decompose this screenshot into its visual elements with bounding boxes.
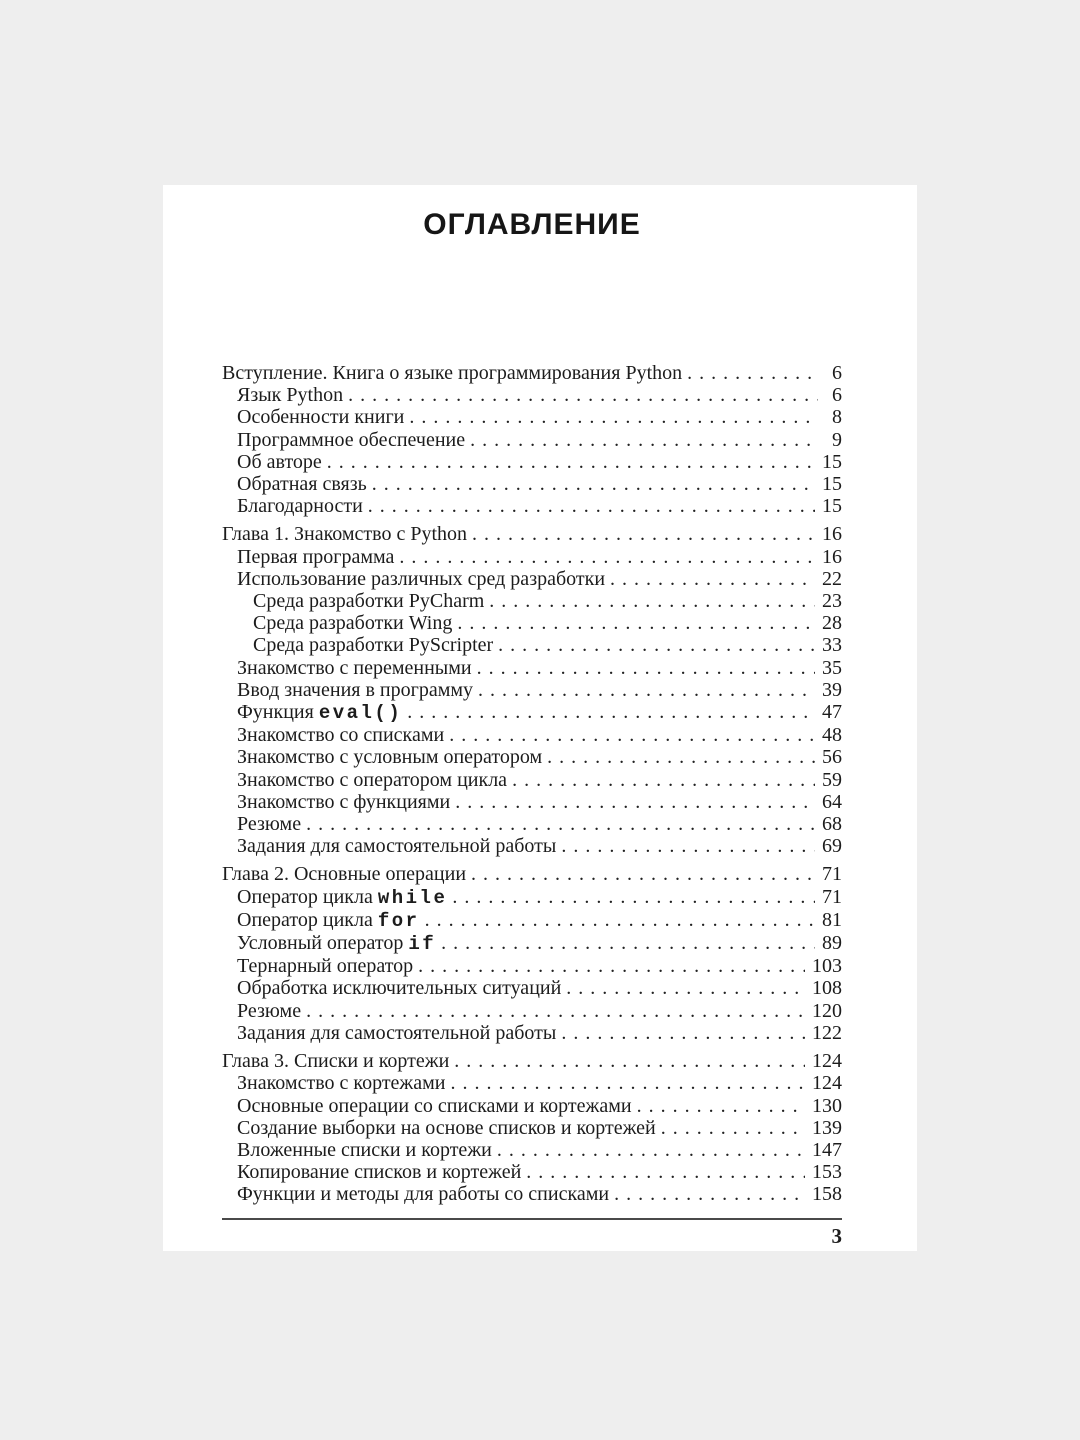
toc-entry <box>222 1139 842 1161</box>
page-content <box>163 185 917 1251</box>
dot-leader <box>614 1183 805 1205</box>
toc-entry-page: 69 <box>822 835 842 858</box>
toc-entry-page: 130 <box>812 1094 842 1117</box>
dot-leader <box>306 1000 805 1022</box>
toc-entry-label: Знакомство с условным оператором <box>237 746 543 769</box>
toc-entry-page: 120 <box>812 999 842 1022</box>
dot-leader <box>399 546 815 568</box>
toc-entry-label: Знакомство с переменными <box>237 656 472 679</box>
toc-entry <box>222 909 842 932</box>
toc-entry-label: Знакомство с функциями <box>237 790 451 813</box>
toc-entry-page: 139 <box>812 1116 842 1139</box>
toc-entry-label: Оператор цикла <box>237 885 378 908</box>
dot-leader <box>547 746 815 768</box>
dot-leader <box>452 886 815 908</box>
toc-entry-label: Первая программа <box>237 545 395 568</box>
dot-leader <box>512 769 815 791</box>
dot-leader <box>478 679 815 701</box>
toc-entry-page: 59 <box>822 768 842 791</box>
toc-entry <box>222 1095 842 1117</box>
toc-entry-label: Знакомство со списками <box>237 724 445 747</box>
toc-entry <box>222 835 842 857</box>
toc-entry <box>222 1050 842 1072</box>
toc-entry-label: Обратная связь <box>237 473 367 496</box>
dot-leader <box>566 977 805 999</box>
toc-entry <box>222 1000 842 1022</box>
toc-entry-label: Использование различных сред разработки <box>237 567 606 590</box>
toc-entry <box>222 679 842 701</box>
toc-entry-label: Об авторе <box>237 450 322 473</box>
dot-leader <box>498 634 815 656</box>
toc-entry-page: 153 <box>812 1161 842 1184</box>
toc-entry-label: Особенности книги <box>237 406 405 429</box>
toc-entry <box>222 634 842 656</box>
toc-entry-label: Программное обеспечение <box>237 428 466 451</box>
dot-leader <box>425 909 815 931</box>
toc-entry-code: while <box>377 886 448 909</box>
toc-entry-label: Условный оператор <box>237 932 409 955</box>
toc-entry <box>222 746 842 768</box>
dot-leader <box>407 701 815 723</box>
toc-entry-label: Глава 2. Основные операции <box>222 863 467 886</box>
toc-entry <box>222 429 842 451</box>
toc-entry-page: 15 <box>822 495 842 518</box>
toc-entry <box>222 362 842 384</box>
dot-leader <box>306 813 815 835</box>
toc-entry <box>222 612 842 634</box>
toc-entry-page: 6 <box>832 362 842 384</box>
toc-entry-page: 158 <box>812 1183 842 1206</box>
toc-entry-page: 124 <box>812 1072 842 1095</box>
toc-entry-page: 71 <box>822 885 842 908</box>
dot-leader <box>441 932 815 954</box>
toc-entry-page: 124 <box>812 1050 842 1073</box>
toc-entry <box>222 769 842 791</box>
toc-entry <box>222 523 842 545</box>
toc-entry-page: 15 <box>822 450 842 473</box>
toc-entry-label: Среда разработки PyScripter <box>253 634 494 657</box>
toc-entry-label: Копирование списков и кортежей <box>237 1161 522 1184</box>
toc-entry-page: 23 <box>822 590 842 613</box>
dot-leader <box>409 406 818 428</box>
page-title: ОГЛАВЛЕНИЕ <box>423 208 641 241</box>
toc-entry-code: if <box>408 933 437 956</box>
table-of-contents <box>222 362 842 1206</box>
toc-entry <box>222 977 842 999</box>
toc-entry <box>222 406 842 428</box>
toc-entry-label: Благодарности <box>237 495 363 518</box>
dot-leader <box>454 1050 805 1072</box>
toc-entry <box>222 1161 842 1183</box>
toc-entry-page: 28 <box>822 612 842 635</box>
toc-entry-page: 147 <box>812 1138 842 1161</box>
dot-leader <box>561 1022 805 1044</box>
toc-entry <box>222 657 842 679</box>
dot-leader <box>470 429 818 451</box>
toc-entry-page: 64 <box>822 790 842 813</box>
toc-entry <box>222 701 842 724</box>
toc-entry-page: 108 <box>812 977 842 1000</box>
toc-entry-page: 81 <box>822 908 842 931</box>
toc-entry <box>222 932 842 955</box>
dot-leader <box>610 568 815 590</box>
dot-leader <box>457 612 815 634</box>
dot-leader <box>497 1139 805 1161</box>
page-number: 3 <box>831 1223 842 1248</box>
toc-entry-label: Обработка исключительных ситуаций <box>237 977 562 1000</box>
toc-entry-label: Среда разработки PyCharm <box>253 590 485 613</box>
toc-entry-code: for <box>377 909 420 932</box>
dot-leader <box>449 724 815 746</box>
toc-entry-page: 6 <box>832 384 842 407</box>
toc-entry-label: Вступление. Книга о языке программирования Python <box>222 362 683 384</box>
dot-leader <box>327 451 815 473</box>
toc-entry-label: Знакомство с кортежами <box>237 1072 446 1095</box>
toc-entry-label: Вложенные списки и кортежи <box>237 1138 492 1161</box>
toc-entry-label: Задания для самостоятельной работы <box>237 1021 557 1044</box>
toc-entry-page: 68 <box>822 813 842 836</box>
dot-leader <box>455 791 815 813</box>
toc-entry <box>222 546 842 568</box>
toc-entry-page: 39 <box>822 678 842 701</box>
dot-leader <box>471 863 815 885</box>
toc-entry-page: 22 <box>822 567 842 590</box>
toc-entry-label: Среда разработки Wing <box>253 612 453 635</box>
dot-leader <box>526 1161 805 1183</box>
toc-entry-page: 122 <box>812 1021 842 1044</box>
dot-leader <box>418 955 805 977</box>
toc-entry-label: Оператор цикла <box>237 908 378 931</box>
toc-entry <box>222 473 842 495</box>
toc-entry-label: Глава 3. Списки и кортежи <box>222 1050 450 1073</box>
dot-leader <box>368 495 815 517</box>
toc-entry-page: 103 <box>812 955 842 978</box>
toc-entry-page: 16 <box>822 545 842 568</box>
toc-entry <box>222 495 842 517</box>
toc-entry-label: Тернарный оператор <box>237 955 414 978</box>
toc-entry-label: Язык Python <box>237 384 344 407</box>
toc-entry <box>222 1117 842 1139</box>
toc-entry-page: 56 <box>822 746 842 769</box>
toc-entry <box>222 813 842 835</box>
dot-leader <box>348 384 818 406</box>
toc-entry-label: Создание выборки на основе списков и кортежей <box>237 1116 656 1139</box>
toc-entry-page: 71 <box>822 863 842 886</box>
toc-entry-label: Основные операции со списками и кортежами <box>237 1094 632 1117</box>
toc-entry <box>222 863 842 885</box>
toc-entry-page: 47 <box>822 701 842 724</box>
toc-entry <box>222 451 842 473</box>
toc-entry <box>222 568 842 590</box>
toc-entry-page: 35 <box>822 656 842 679</box>
toc-entry-label: Глава 1. Знакомство с Python <box>222 523 468 546</box>
toc-entry-label: Резюме <box>237 813 302 836</box>
dot-leader <box>477 657 815 679</box>
toc-entry-code: eval() <box>318 702 403 725</box>
dot-leader <box>489 590 815 612</box>
dot-leader <box>637 1095 805 1117</box>
toc-entry-label: Задания для самостоятельной работы <box>237 835 557 858</box>
toc-entry-page: 89 <box>822 932 842 955</box>
toc-entry <box>222 590 842 612</box>
toc-entry <box>222 384 842 406</box>
toc-entry-page: 16 <box>822 523 842 546</box>
dot-leader <box>472 523 815 545</box>
toc-entry <box>222 955 842 977</box>
dot-leader <box>687 362 818 384</box>
toc-entry-label: Функция <box>237 701 319 724</box>
toc-entry-label: Резюме <box>237 999 302 1022</box>
toc-entry <box>222 791 842 813</box>
toc-entry <box>222 886 842 909</box>
dot-leader <box>661 1117 805 1139</box>
toc-entry-page: 9 <box>832 428 842 451</box>
toc-entry <box>222 1072 842 1094</box>
book-page <box>163 185 917 1251</box>
toc-entry-label: Функции и методы для работы со списками <box>237 1183 610 1206</box>
toc-entry-label: Ввод значения в программу <box>237 678 474 701</box>
dot-leader <box>561 835 815 857</box>
toc-entry <box>222 1022 842 1044</box>
footer-rule <box>222 1218 842 1220</box>
toc-entry-page: 33 <box>822 634 842 657</box>
dot-leader <box>372 473 815 495</box>
toc-entry <box>222 1183 842 1205</box>
toc-entry-page: 15 <box>822 473 842 496</box>
toc-entry-label: Знакомство с оператором цикла <box>237 768 508 791</box>
dot-leader <box>451 1072 806 1094</box>
toc-entry <box>222 724 842 746</box>
toc-entry-page: 8 <box>832 406 842 429</box>
toc-entry-page: 48 <box>822 724 842 747</box>
